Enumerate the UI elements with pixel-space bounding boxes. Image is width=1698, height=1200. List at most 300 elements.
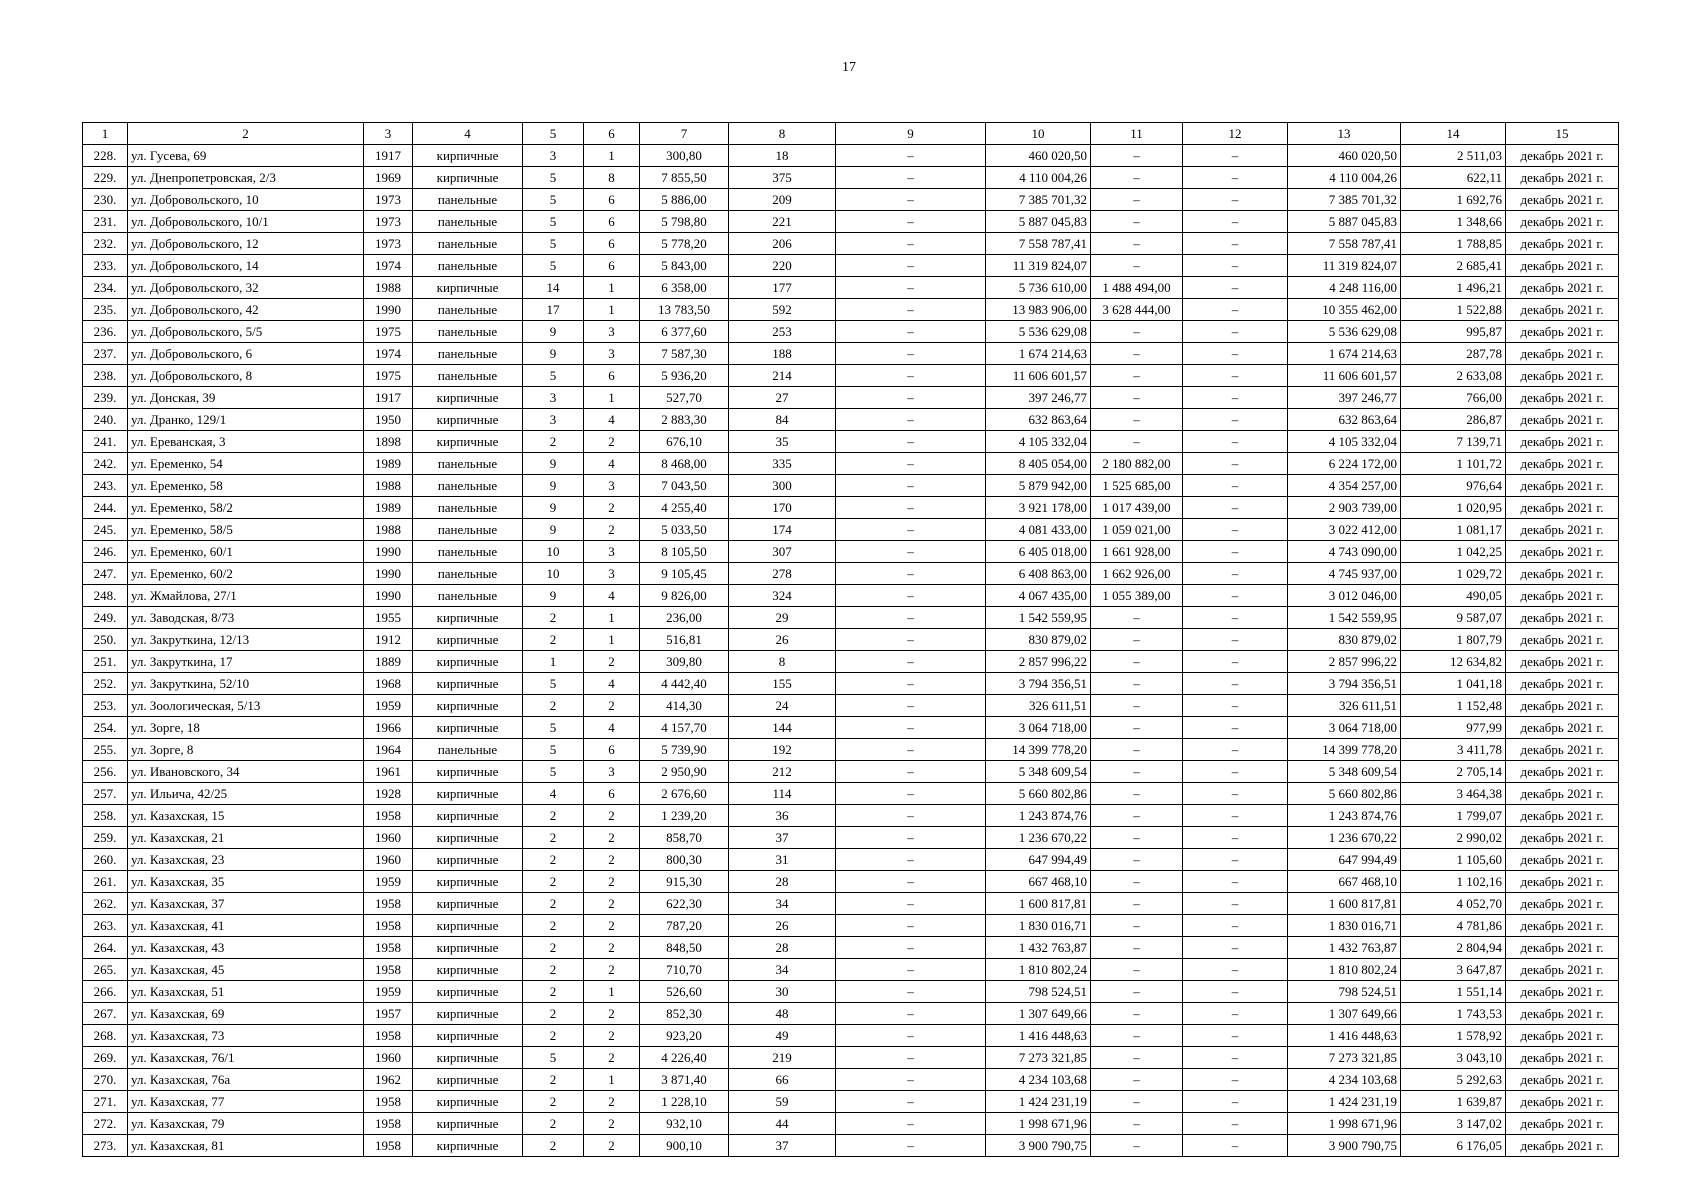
table-cell-col-12: –	[1183, 387, 1288, 409]
table-cell-col-12: –	[1183, 431, 1288, 453]
table-cell-col-12: –	[1183, 255, 1288, 277]
table-cell-col-15: декабрь 2021 г.	[1506, 805, 1619, 827]
table-cell-col-2: ул. Еременко, 58/2	[128, 497, 364, 519]
table-row	[83, 277, 1619, 299]
table-cell-col-4: кирпичные	[413, 827, 523, 849]
table-cell-col-2: ул. Еременко, 60/2	[128, 563, 364, 585]
table-cell-col-1: 238.	[83, 365, 128, 387]
table-cell-col-4: кирпичные	[413, 629, 523, 651]
table-cell-col-5: 2	[523, 981, 584, 1003]
table-cell-col-14: 12 634,82	[1401, 651, 1506, 673]
table-cell-col-10: 5 736 610,00	[986, 277, 1091, 299]
table-cell-col-7: 414,30	[640, 695, 729, 717]
table-row	[83, 365, 1619, 387]
table-cell-col-9: –	[836, 387, 986, 409]
table-cell-col-12: –	[1183, 805, 1288, 827]
table-cell-col-13: 1 243 874,76	[1288, 805, 1401, 827]
table-cell-col-10: 3 921 178,00	[986, 497, 1091, 519]
table-cell-col-7: 710,70	[640, 959, 729, 981]
table-cell-col-6: 2	[584, 519, 640, 541]
table-cell-col-15: декабрь 2021 г.	[1506, 1069, 1619, 1091]
table-cell-col-13: 7 558 787,41	[1288, 233, 1401, 255]
table-cell-col-6: 1	[584, 607, 640, 629]
table-cell-col-1: 251.	[83, 651, 128, 673]
table-cell-col-10: 1 600 817,81	[986, 893, 1091, 915]
table-cell-col-2: ул. Казахская, 51	[128, 981, 364, 1003]
table-cell-col-8: 219	[729, 1047, 836, 1069]
table-cell-col-4: кирпичные	[413, 959, 523, 981]
table-cell-col-10: 3 900 790,75	[986, 1135, 1091, 1157]
table-cell-col-11: –	[1091, 321, 1183, 343]
table-cell-col-1: 248.	[83, 585, 128, 607]
table-cell-col-6: 4	[584, 717, 640, 739]
table-cell-col-7: 236,00	[640, 607, 729, 629]
table-cell-col-1: 256.	[83, 761, 128, 783]
table-cell-col-14: 1 348,66	[1401, 211, 1506, 233]
table-cell-col-12: –	[1183, 981, 1288, 1003]
table-cell-col-12: –	[1183, 585, 1288, 607]
table-cell-col-10: 5 660 802,86	[986, 783, 1091, 805]
table-cell-col-12: –	[1183, 629, 1288, 651]
table-cell-col-15: декабрь 2021 г.	[1506, 299, 1619, 321]
table-cell-col-10: 4 067 435,00	[986, 585, 1091, 607]
table-row	[83, 871, 1619, 893]
table-cell-col-9: –	[836, 299, 986, 321]
table-row	[83, 651, 1619, 673]
table-cell-col-14: 1 522,88	[1401, 299, 1506, 321]
table-cell-col-13: 5 660 802,86	[1288, 783, 1401, 805]
table-cell-col-2: ул. Казахская, 76/1	[128, 1047, 364, 1069]
table-cell-col-14: 1 496,21	[1401, 277, 1506, 299]
table-cell-col-14: 9 587,07	[1401, 607, 1506, 629]
table-cell-col-7: 6 358,00	[640, 277, 729, 299]
table-cell-col-2: ул. Донская, 39	[128, 387, 364, 409]
table-cell-col-15: декабрь 2021 г.	[1506, 343, 1619, 365]
table-cell-col-8: 27	[729, 387, 836, 409]
table-cell-col-5: 2	[523, 827, 584, 849]
table-cell-col-4: кирпичные	[413, 783, 523, 805]
table-cell-col-9: –	[836, 717, 986, 739]
table-cell-col-7: 526,60	[640, 981, 729, 1003]
table-cell-col-5: 10	[523, 541, 584, 563]
table-cell-col-12: –	[1183, 1025, 1288, 1047]
table-cell-col-10: 3 794 356,51	[986, 673, 1091, 695]
table-cell-col-8: 324	[729, 585, 836, 607]
table-cell-col-11: –	[1091, 937, 1183, 959]
table-cell-col-8: 26	[729, 629, 836, 651]
table-cell-col-14: 4 781,86	[1401, 915, 1506, 937]
table-cell-col-15: декабрь 2021 г.	[1506, 871, 1619, 893]
table-cell-col-11: 3 628 444,00	[1091, 299, 1183, 321]
table-row	[83, 959, 1619, 981]
table-cell-col-8: 48	[729, 1003, 836, 1025]
table-cell-col-13: 5 887 045,83	[1288, 211, 1401, 233]
table-cell-col-6: 6	[584, 365, 640, 387]
table-cell-col-13: 4 105 332,04	[1288, 431, 1401, 453]
table-cell-col-12: –	[1183, 475, 1288, 497]
table-cell-col-9: –	[836, 651, 986, 673]
table-cell-col-2: ул. Зорге, 8	[128, 739, 364, 761]
table-cell-col-3: 1990	[364, 585, 413, 607]
table-cell-col-12: –	[1183, 497, 1288, 519]
table-cell-col-5: 2	[523, 1135, 584, 1157]
table-cell-col-2: ул. Казахская, 37	[128, 893, 364, 915]
table-cell-col-8: 188	[729, 343, 836, 365]
table-cell-col-7: 5 778,20	[640, 233, 729, 255]
table-cell-col-11: 1 055 389,00	[1091, 585, 1183, 607]
table-cell-col-8: 49	[729, 1025, 836, 1047]
table-cell-col-9: –	[836, 893, 986, 915]
table-cell-col-6: 2	[584, 1003, 640, 1025]
table-cell-col-13: 3 794 356,51	[1288, 673, 1401, 695]
table-cell-col-3: 1960	[364, 849, 413, 871]
table-cell-col-5: 3	[523, 145, 584, 167]
table-cell-col-5: 9	[523, 321, 584, 343]
table-cell-col-12: –	[1183, 211, 1288, 233]
table-row	[83, 1069, 1619, 1091]
table-cell-col-5: 14	[523, 277, 584, 299]
table-cell-col-10: 1 307 649,66	[986, 1003, 1091, 1025]
table-cell-col-2: ул. Казахская, 35	[128, 871, 364, 893]
table-cell-col-12: –	[1183, 519, 1288, 541]
table-cell-col-15: декабрь 2021 г.	[1506, 959, 1619, 981]
table-cell-col-3: 1950	[364, 409, 413, 431]
table-cell-col-13: 1 830 016,71	[1288, 915, 1401, 937]
table-cell-col-7: 915,30	[640, 871, 729, 893]
table-cell-col-9: –	[836, 673, 986, 695]
table-cell-col-10: 1 432 763,87	[986, 937, 1091, 959]
table-cell-col-13: 647 994,49	[1288, 849, 1401, 871]
table-cell-col-7: 4 157,70	[640, 717, 729, 739]
table-row	[83, 607, 1619, 629]
table-cell-col-2: ул. Закруткина, 12/13	[128, 629, 364, 651]
table-cell-col-14: 490,05	[1401, 585, 1506, 607]
table-cell-col-15: декабрь 2021 г.	[1506, 717, 1619, 739]
table-cell-col-9: –	[836, 1091, 986, 1113]
table-cell-col-11: –	[1091, 1025, 1183, 1047]
table-cell-col-2: ул. Еременко, 54	[128, 453, 364, 475]
table-cell-col-3: 1969	[364, 167, 413, 189]
table-cell-col-3: 1964	[364, 739, 413, 761]
table-cell-col-15: декабрь 2021 г.	[1506, 1003, 1619, 1025]
table-cell-col-13: 3 022 412,00	[1288, 519, 1401, 541]
table-row	[83, 629, 1619, 651]
table-cell-col-12: –	[1183, 321, 1288, 343]
table-cell-col-5: 2	[523, 893, 584, 915]
table-row	[83, 739, 1619, 761]
column-header-14: 14	[1401, 123, 1506, 145]
table-cell-col-1: 261.	[83, 871, 128, 893]
table-cell-col-10: 1 810 802,24	[986, 959, 1091, 981]
table-cell-col-8: 34	[729, 959, 836, 981]
table-row	[83, 563, 1619, 585]
table-cell-col-3: 1957	[364, 1003, 413, 1025]
table-cell-col-10: 3 064 718,00	[986, 717, 1091, 739]
table-cell-col-1: 235.	[83, 299, 128, 321]
table-cell-col-15: декабрь 2021 г.	[1506, 1113, 1619, 1135]
table-cell-col-7: 3 871,40	[640, 1069, 729, 1091]
table-cell-col-3: 1959	[364, 871, 413, 893]
table-cell-col-4: кирпичные	[413, 651, 523, 673]
table-cell-col-4: панельные	[413, 189, 523, 211]
table-cell-col-11: –	[1091, 849, 1183, 871]
table-cell-col-3: 1989	[364, 453, 413, 475]
table-cell-col-8: 212	[729, 761, 836, 783]
table-cell-col-3: 1961	[364, 761, 413, 783]
table-cell-col-11: –	[1091, 211, 1183, 233]
table-cell-col-2: ул. Добровольского, 14	[128, 255, 364, 277]
table-cell-col-10: 11 319 824,07	[986, 255, 1091, 277]
table-cell-col-5: 2	[523, 607, 584, 629]
table-cell-col-1: 269.	[83, 1047, 128, 1069]
table-cell-col-7: 1 228,10	[640, 1091, 729, 1113]
table-cell-col-2: ул. Казахская, 23	[128, 849, 364, 871]
table-cell-col-1: 231.	[83, 211, 128, 233]
table-cell-col-3: 1958	[364, 1025, 413, 1047]
table-cell-col-13: 7 273 321,85	[1288, 1047, 1401, 1069]
table-cell-col-3: 1955	[364, 607, 413, 629]
table-row	[83, 299, 1619, 321]
table-cell-col-7: 1 239,20	[640, 805, 729, 827]
table-cell-col-6: 3	[584, 541, 640, 563]
table-cell-col-10: 11 606 601,57	[986, 365, 1091, 387]
table-cell-col-10: 6 408 863,00	[986, 563, 1091, 585]
table-cell-col-1: 273.	[83, 1135, 128, 1157]
table-cell-col-4: кирпичные	[413, 849, 523, 871]
table-cell-col-14: 995,87	[1401, 321, 1506, 343]
table-cell-col-5: 5	[523, 167, 584, 189]
table-cell-col-3: 1988	[364, 277, 413, 299]
table-cell-col-2: ул. Казахская, 79	[128, 1113, 364, 1135]
table-cell-col-15: декабрь 2021 г.	[1506, 563, 1619, 585]
table-cell-col-8: 66	[729, 1069, 836, 1091]
table-cell-col-4: панельные	[413, 519, 523, 541]
table-row	[83, 453, 1619, 475]
table-cell-col-5: 1	[523, 651, 584, 673]
table-cell-col-9: –	[836, 475, 986, 497]
table-cell-col-4: кирпичные	[413, 915, 523, 937]
table-cell-col-12: –	[1183, 783, 1288, 805]
table-cell-col-7: 7 855,50	[640, 167, 729, 189]
table-cell-col-6: 3	[584, 563, 640, 585]
table-cell-col-7: 4 226,40	[640, 1047, 729, 1069]
table-cell-col-5: 2	[523, 871, 584, 893]
table-cell-col-4: кирпичные	[413, 1069, 523, 1091]
table-cell-col-8: 31	[729, 849, 836, 871]
table-cell-col-8: 335	[729, 453, 836, 475]
table-cell-col-8: 206	[729, 233, 836, 255]
table-cell-col-5: 5	[523, 1047, 584, 1069]
table-row	[83, 211, 1619, 233]
table-cell-col-1: 262.	[83, 893, 128, 915]
table-cell-col-3: 1928	[364, 783, 413, 805]
table-cell-col-14: 766,00	[1401, 387, 1506, 409]
column-header-3: 3	[364, 123, 413, 145]
table-cell-col-15: декабрь 2021 г.	[1506, 651, 1619, 673]
table-cell-col-11: –	[1091, 387, 1183, 409]
table-cell-col-12: –	[1183, 673, 1288, 695]
table-cell-col-14: 1 041,18	[1401, 673, 1506, 695]
table-cell-col-8: 155	[729, 673, 836, 695]
column-header-7: 7	[640, 123, 729, 145]
table-cell-col-12: –	[1183, 189, 1288, 211]
table-cell-col-2: ул. Казахская, 73	[128, 1025, 364, 1047]
table-cell-col-11: –	[1091, 1047, 1183, 1069]
table-cell-col-5: 2	[523, 1025, 584, 1047]
table-cell-col-12: –	[1183, 365, 1288, 387]
table-cell-col-14: 2 511,03	[1401, 145, 1506, 167]
table-cell-col-12: –	[1183, 827, 1288, 849]
table-cell-col-10: 1 542 559,95	[986, 607, 1091, 629]
table-row	[83, 1091, 1619, 1113]
table-row	[83, 343, 1619, 365]
table-cell-col-6: 2	[584, 431, 640, 453]
table-cell-col-6: 2	[584, 695, 640, 717]
table-cell-col-7: 7 587,30	[640, 343, 729, 365]
table-cell-col-15: декабрь 2021 г.	[1506, 431, 1619, 453]
table-cell-col-1: 264.	[83, 937, 128, 959]
table-cell-col-5: 2	[523, 915, 584, 937]
table-cell-col-12: –	[1183, 1113, 1288, 1135]
table-cell-col-10: 326 611,51	[986, 695, 1091, 717]
table-cell-col-6: 2	[584, 805, 640, 827]
table-cell-col-3: 1959	[364, 695, 413, 717]
table-cell-col-10: 5 536 629,08	[986, 321, 1091, 343]
table-cell-col-11: –	[1091, 1069, 1183, 1091]
table-cell-col-7: 516,81	[640, 629, 729, 651]
table-cell-col-14: 1 029,72	[1401, 563, 1506, 585]
table-cell-col-1: 245.	[83, 519, 128, 541]
table-cell-col-14: 1 101,72	[1401, 453, 1506, 475]
table-cell-col-3: 1973	[364, 211, 413, 233]
table-row	[83, 673, 1619, 695]
table-cell-col-4: кирпичные	[413, 1047, 523, 1069]
table-cell-col-5: 9	[523, 343, 584, 365]
table-cell-col-14: 1 081,17	[1401, 519, 1506, 541]
table-cell-col-3: 1990	[364, 299, 413, 321]
table-row	[83, 167, 1619, 189]
table-cell-col-6: 1	[584, 299, 640, 321]
table-cell-col-1: 254.	[83, 717, 128, 739]
table-cell-col-1: 260.	[83, 849, 128, 871]
table-cell-col-13: 4 743 090,00	[1288, 541, 1401, 563]
table-cell-col-6: 2	[584, 915, 640, 937]
table-cell-col-3: 1958	[364, 1113, 413, 1135]
table-cell-col-1: 244.	[83, 497, 128, 519]
table-cell-col-14: 3 043,10	[1401, 1047, 1506, 1069]
table-cell-col-2: ул. Добровольского, 6	[128, 343, 364, 365]
table-cell-col-14: 2 685,41	[1401, 255, 1506, 277]
table-cell-col-5: 2	[523, 1091, 584, 1113]
table-cell-col-13: 1 432 763,87	[1288, 937, 1401, 959]
table-cell-col-8: 375	[729, 167, 836, 189]
table-cell-col-10: 4 110 004,26	[986, 167, 1091, 189]
table-cell-col-14: 1 020,95	[1401, 497, 1506, 519]
table-cell-col-9: –	[836, 607, 986, 629]
table-cell-col-15: декабрь 2021 г.	[1506, 783, 1619, 805]
table-cell-col-12: –	[1183, 1069, 1288, 1091]
table-cell-col-3: 1958	[364, 1091, 413, 1113]
table-cell-col-2: ул. Добровольского, 10/1	[128, 211, 364, 233]
table-cell-col-9: –	[836, 827, 986, 849]
table-cell-col-7: 932,10	[640, 1113, 729, 1135]
table-cell-col-15: декабрь 2021 г.	[1506, 189, 1619, 211]
table-cell-col-11: –	[1091, 255, 1183, 277]
table-cell-col-9: –	[836, 849, 986, 871]
table-cell-col-1: 249.	[83, 607, 128, 629]
table-cell-col-1: 272.	[83, 1113, 128, 1135]
table-cell-col-9: –	[836, 277, 986, 299]
table-cell-col-14: 6 176,05	[1401, 1135, 1506, 1157]
table-cell-col-6: 8	[584, 167, 640, 189]
table-cell-col-13: 798 524,51	[1288, 981, 1401, 1003]
table-cell-col-13: 6 224 172,00	[1288, 453, 1401, 475]
table-cell-col-6: 6	[584, 233, 640, 255]
table-cell-col-8: 177	[729, 277, 836, 299]
table-cell-col-6: 6	[584, 255, 640, 277]
column-header-5: 5	[523, 123, 584, 145]
table-cell-col-5: 9	[523, 497, 584, 519]
table-cell-col-6: 1	[584, 981, 640, 1003]
table-cell-col-5: 5	[523, 189, 584, 211]
table-cell-col-10: 7 558 787,41	[986, 233, 1091, 255]
table-body	[83, 145, 1619, 1157]
table-cell-col-2: ул. Зоологическая, 5/13	[128, 695, 364, 717]
table-cell-col-15: декабрь 2021 г.	[1506, 981, 1619, 1003]
table-cell-col-15: декабрь 2021 г.	[1506, 277, 1619, 299]
table-row	[83, 893, 1619, 915]
table-row	[83, 717, 1619, 739]
table-cell-col-6: 6	[584, 783, 640, 805]
table-cell-col-15: декабрь 2021 г.	[1506, 233, 1619, 255]
table-cell-col-6: 1	[584, 387, 640, 409]
table-cell-col-4: панельные	[413, 299, 523, 321]
table-cell-col-12: –	[1183, 761, 1288, 783]
table-cell-col-8: 44	[729, 1113, 836, 1135]
column-header-4: 4	[413, 123, 523, 145]
table-cell-col-4: кирпичные	[413, 805, 523, 827]
table-cell-col-11: –	[1091, 167, 1183, 189]
table-row	[83, 1113, 1619, 1135]
table-cell-col-12: –	[1183, 849, 1288, 871]
table-cell-col-8: 192	[729, 739, 836, 761]
table-cell-col-11: –	[1091, 629, 1183, 651]
table-cell-col-13: 4 234 103,68	[1288, 1069, 1401, 1091]
table-cell-col-8: 170	[729, 497, 836, 519]
table-cell-col-5: 2	[523, 695, 584, 717]
table-cell-col-8: 34	[729, 893, 836, 915]
table-cell-col-10: 4 081 433,00	[986, 519, 1091, 541]
table-cell-col-6: 2	[584, 1135, 640, 1157]
table-cell-col-9: –	[836, 321, 986, 343]
table-cell-col-2: ул. Закруткина, 17	[128, 651, 364, 673]
table-cell-col-14: 286,87	[1401, 409, 1506, 431]
table-cell-col-6: 4	[584, 585, 640, 607]
table-cell-col-8: 26	[729, 915, 836, 937]
table-cell-col-9: –	[836, 1003, 986, 1025]
table-cell-col-11: –	[1091, 981, 1183, 1003]
table-cell-col-7: 2 950,90	[640, 761, 729, 783]
table-cell-col-13: 2 903 739,00	[1288, 497, 1401, 519]
table-cell-col-12: –	[1183, 409, 1288, 431]
table-cell-col-4: панельные	[413, 453, 523, 475]
table-cell-col-5: 2	[523, 629, 584, 651]
table-cell-col-5: 5	[523, 211, 584, 233]
table-cell-col-10: 1 243 874,76	[986, 805, 1091, 827]
table-cell-col-12: –	[1183, 739, 1288, 761]
table-cell-col-4: кирпичные	[413, 1003, 523, 1025]
table-cell-col-2: ул. Добровольского, 8	[128, 365, 364, 387]
